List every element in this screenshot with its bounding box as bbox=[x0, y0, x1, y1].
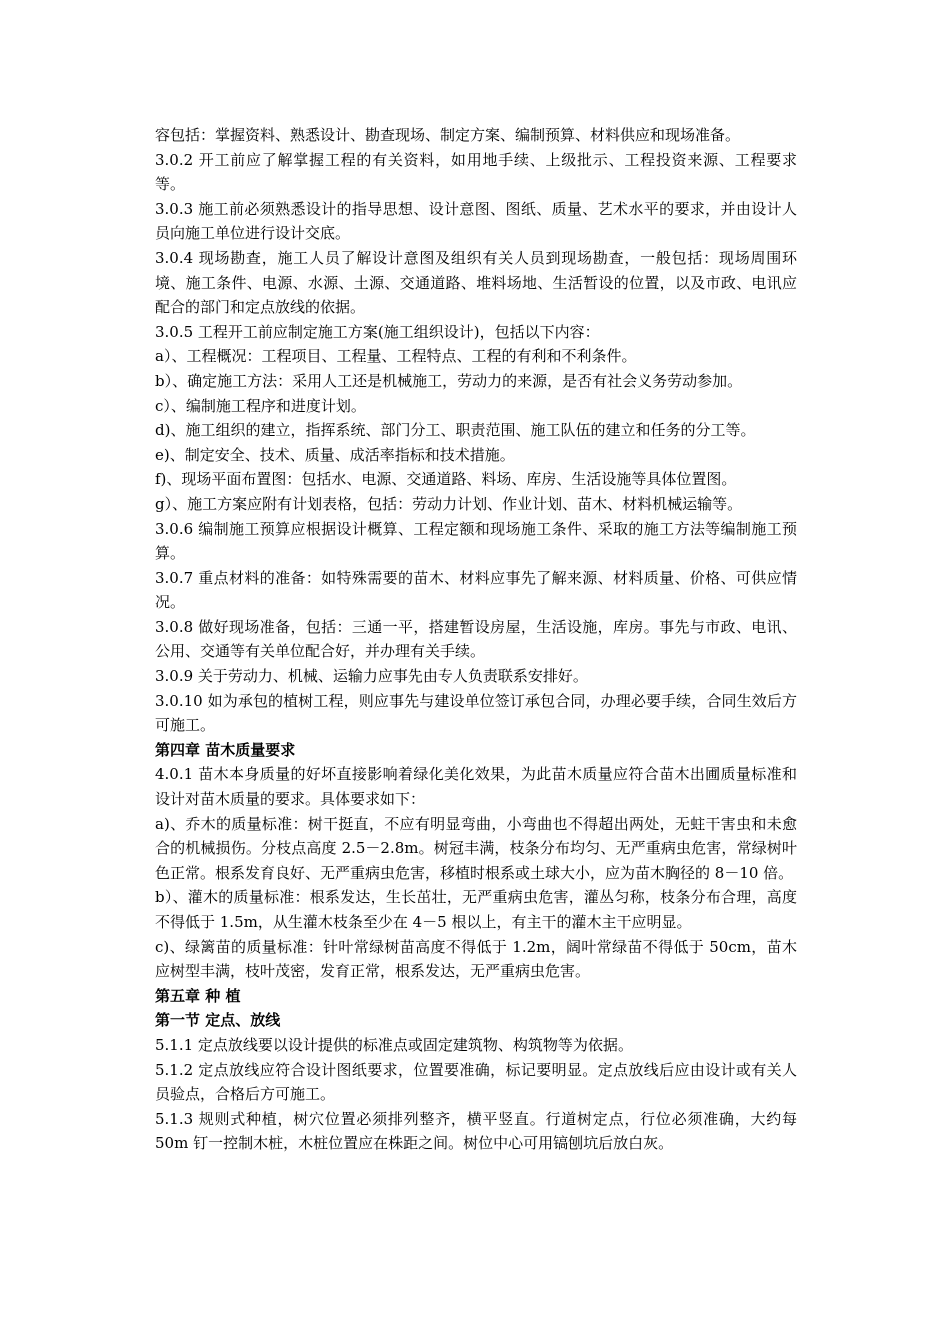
section-1-heading: 第一节 定点、放线 bbox=[155, 1011, 281, 1030]
paragraph-3-0-5: 3.0.5 工程开工前应制定施工方案(施工组织设计)，包括以下内容： bbox=[155, 322, 600, 341]
list-item-a: a）、工程概况：工程项目、工程量、工程特点、工程的有利和不利条件。 bbox=[155, 347, 637, 366]
list-item-d: d)、施工组织的建立，指挥系统、部门分工、职责范围、施工队伍的建立和任务的分工等。 bbox=[155, 421, 756, 440]
list-item-e: e)、制定安全、技术、质量、成活率指标和技术措施。 bbox=[155, 445, 515, 464]
list-item-f: f)、现场平面布置图：包括水、电源、交通道路、料场、库房、生活设施等具体位置图。 bbox=[155, 470, 737, 489]
paragraph-4-0-1: 4.0.1 苗木本身质量的好坏直接影响着绿化美化效果，为此苗木质量应符合苗木出圃质量标准和设计对苗木质量的要求。具体要求如下： bbox=[155, 765, 797, 809]
list-item-g: g）、施工方案应附有计划表格，包括：劳动力计划、作业计划、苗木、材料机械运输等。 bbox=[155, 494, 743, 513]
paragraph-3-0-9: 3.0.9 关于劳动力、机械、运输力应事先由专人负责联系安排好。 bbox=[155, 667, 588, 686]
document-body bbox=[155, 123, 797, 1156]
chapter-5-heading: 第五章 种 植 bbox=[155, 986, 241, 1005]
list-item-b: b）、确定施工方法：采用人工还是机械施工，劳动力的来源，是否有社会义务劳动参加。 bbox=[155, 371, 743, 390]
paragraph-5-1-2: 5.1.2 定点放线应符合设计图纸要求，位置要准确，标记要明显。定点放线后应由设计或有关人员验点，合格后方可施工。 bbox=[155, 1060, 797, 1104]
paragraph-5-1-3: 5.1.3 规则式种植，树穴位置必须排列整齐，横平竖直。行道树定点，行位必须准确，大约每 50m 钉一控制木桩，木桩位置应在株距之间。树位中心可用镐刨坑后放白灰。 bbox=[155, 1109, 797, 1153]
paragraph-3-0-7: 3.0.7 重点材料的准备：如特殊需要的苗木、材料应事先了解来源、材料质量、价格、可供应情况。 bbox=[155, 568, 797, 612]
list-item-tree-quality: a)、乔木的质量标准：树干挺直，不应有明显弯曲，小弯曲也不得超出两处，无蛀干害虫和未愈合的机械损伤。分枝点高度 2.5－2.8m。树冠丰满，枝条分布均匀、无严重病虫危害，常绿树叶色正常。根系发育良好、无严重病虫危害，移植时根系或土球大小，应为苗木胸径的 8－10 倍。 bbox=[155, 814, 797, 882]
paragraph-3-0-4: 3.0.4 现场勘查，施工人员了解设计意图及组织有关人员到现场勘查，一般包括：现场周围环境、施工条件、电源、水源、土源、交通道路、堆料场地、生活暂设的位置，以及市政、电讯应配合的部门和定点放线的依据。 bbox=[155, 248, 797, 317]
paragraph-3-0-8: 3.0.8 做好现场准备，包括：三通一平，搭建暂设房屋，生活设施，库房。事先与市政、电讯、公用、交通等有关单位配合好，并办理有关手续。 bbox=[155, 617, 797, 661]
paragraph-3-0-3: 3.0.3 施工前必须熟悉设计的指导思想、设计意图、图纸、质量、艺术水平的要求，并由设计人员向施工单位进行设计交底。 bbox=[155, 199, 797, 243]
list-item-hedge-quality: c)、绿篱苗的质量标准：针叶常绿树苗高度不得低于 1.2m，阔叶常绿苗不得低于 50cm，苗木应树型丰满，枝叶茂密，发育正常，根系发达，无严重病虫危害。 bbox=[155, 937, 797, 981]
paragraph-5-1-1: 5.1.1 定点放线要以设计提供的标准点或固定建筑物、构筑物等为依据。 bbox=[155, 1035, 633, 1054]
paragraph-3-0-2: 3.0.2 开工前应了解掌握工程的有关资料，如用地手续、上级批示、工程投资来源、工程要求等。 bbox=[155, 150, 797, 194]
paragraph-scope-continuation: 容包括：掌握资料、熟悉设计、勘查现场、制定方案、编制预算、材料供应和现场准备。 bbox=[155, 126, 741, 144]
chapter-4-heading: 第四章 苗木质量要求 bbox=[155, 740, 296, 759]
paragraph-3-0-6: 3.0.6 编制施工预算应根据设计概算、工程定额和现场施工条件、采取的施工方法等编制施工预算。 bbox=[155, 519, 797, 563]
list-item-c: c）、编制施工程序和进度计划。 bbox=[155, 396, 366, 415]
paragraph-3-0-10: 3.0.10 如为承包的植树工程，则应事先与建设单位签订承包合同，办理必要手续，合同生效后方可施工。 bbox=[155, 691, 797, 735]
list-item-shrub-quality: b）、灌木的质量标准：根系发达，生长茁壮，无严重病虫危害，灌丛匀称，枝条分布合理，高度不得低于 1.5m，从生灌木枝条至少在 4－5 根以上，有主干的灌木主干应明显。 bbox=[155, 888, 797, 931]
